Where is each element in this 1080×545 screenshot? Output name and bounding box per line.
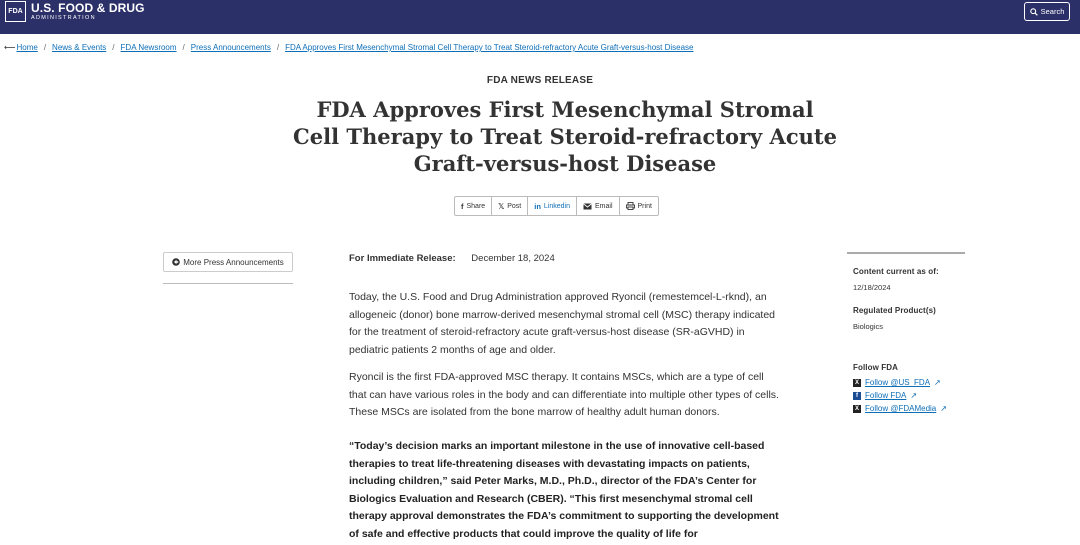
email-icon: [583, 203, 592, 210]
linkedin-icon: in: [534, 201, 541, 211]
print-button[interactable]: [620, 197, 658, 215]
release-info: [349, 253, 555, 264]
more-press-announcements-button[interactable]: [163, 252, 293, 272]
article-paragraph: Ryoncil is the first FDA-approved MSC therapy. It contains MSCs, which are a type of cell that can have various roles in the body and can differentiate into multiple other types of cells. These MSCs are isolated from the bone marrow of healthy adult human donors.: [349, 371, 779, 418]
print-label: Print: [637, 202, 652, 210]
circle-arrow-icon: [172, 258, 180, 266]
share-label: Share: [466, 202, 486, 210]
breadcrumb-separator: /: [182, 43, 185, 52]
share-x-button[interactable]: [492, 197, 528, 215]
logo-line2: ADMINISTRATION: [31, 14, 96, 21]
facebook-icon: f: [853, 392, 861, 400]
regulated-products-label: Regulated Product(s): [853, 306, 936, 315]
fda-logo[interactable]: [5, 1, 145, 22]
follow-fdamedia-text[interactable]: Follow @FDAMedia: [865, 404, 937, 413]
email-label: Email: [595, 202, 613, 210]
follow-facebook-link[interactable]: [853, 391, 917, 400]
release-label: For Immediate Release:: [349, 253, 456, 264]
external-link-icon: ↗: [940, 404, 947, 413]
follow-x-us-fda-link[interactable]: [853, 378, 941, 387]
facebook-icon: f: [461, 201, 464, 211]
share-facebook-button[interactable]: [455, 197, 492, 215]
page-title: FDA Approves First Mesenchymal Stromal Cell Therapy to Treat Steroid-refractory Acute Graft-versus-host Disease: [293, 97, 837, 176]
news-release-kicker: FDA NEWS RELEASE: [486, 75, 594, 86]
x-icon: 𝕏: [498, 201, 505, 211]
follow-fda-text[interactable]: Follow FDA: [865, 391, 907, 400]
share-linkedin-button[interactable]: [528, 197, 577, 215]
external-link-icon: ↗: [934, 378, 941, 387]
breadcrumb-press-announcements[interactable]: Press Announcements: [190, 43, 271, 52]
follow-x-fdamedia-link[interactable]: [853, 404, 947, 413]
follow-fda-label: Follow FDA: [853, 363, 898, 372]
search-icon: [1030, 8, 1038, 16]
breadcrumb-home[interactable]: Home: [16, 43, 38, 52]
logo-line1: U.S. FOOD & DRUG: [31, 0, 145, 15]
breadcrumb-separator: /: [43, 43, 47, 52]
left-sidebar-divider: [163, 283, 293, 284]
x-icon: X: [854, 405, 859, 412]
breadcrumb-current-page[interactable]: FDA Approves First Mesenchymal Stromal Cell Therapy to Treat Steroid-refractory Acute Graft-versus-host Disease: [285, 43, 694, 52]
post-label: Post: [507, 202, 522, 210]
content-current-label: Content current as of:: [853, 267, 939, 276]
breadcrumb: [4, 43, 694, 52]
back-arrow-icon: ⟵: [4, 43, 16, 52]
share-toolbar: [454, 196, 659, 216]
search-label: Search: [1040, 7, 1065, 16]
release-date: December 18, 2024: [471, 253, 555, 264]
breadcrumb-separator: /: [112, 43, 115, 52]
article-paragraph: Today, the U.S. Food and Drug Administration approved Ryoncil (remestemcel-L-rknd), an allogeneic (donor) bone marrow-derived mesenchymal stromal cell (MSC) therapy indicated for the treatment of steroid-refractory acute graft-versus-host disease (SR-aGVHD) in pediatric patients 2 months of age and older.: [349, 291, 776, 356]
content-current-date: 12/18/2024: [853, 283, 891, 292]
breadcrumb-news-events[interactable]: News & Events: [52, 43, 107, 52]
fda-logo-text: [31, 2, 145, 22]
share-email-button[interactable]: [577, 197, 620, 215]
fda-logo-mark: FDA: [5, 1, 26, 22]
follow-us-fda-text[interactable]: Follow @US_FDA: [865, 378, 931, 387]
external-link-icon: ↗: [910, 391, 918, 400]
x-icon: X: [854, 379, 859, 386]
search-button[interactable]: [1024, 2, 1070, 21]
regulated-products-value: Biologics: [853, 322, 884, 331]
linkedin-label: Linkedin: [543, 202, 570, 210]
print-icon: [626, 202, 635, 210]
article-quote-paragraph: “Today’s decision marks an important milestone in the use of innovative cell-based therapies to treat life-threatening diseases with devastating impacts on patients, including children,” said Peter Marks, M.D., Ph.D., director of the FDA’s Center for Biologics Evaluation and Research (CBER). “This first mesenchymal stromal cell therapy approval demonstrates the FDA’s commitment to supporting the development of safe and effective products that could improve the quality of life for: [349, 440, 779, 540]
right-sidebar-divider: [847, 252, 965, 254]
breadcrumb-separator: /: [276, 43, 280, 52]
breadcrumb-newsroom[interactable]: FDA Newsroom: [120, 43, 177, 52]
more-press-announcements-label: More Press Announcements: [183, 257, 284, 267]
site-header: [0, 0, 1080, 34]
